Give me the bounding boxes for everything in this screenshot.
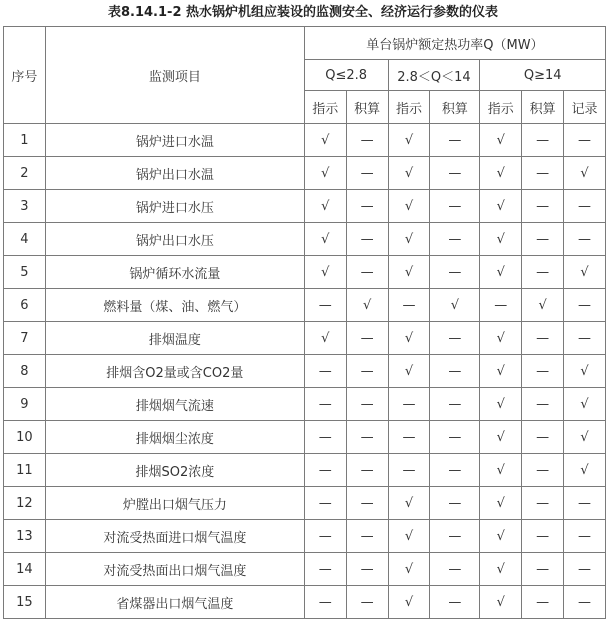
row-mark: —: [564, 487, 606, 520]
row-mark: √: [304, 322, 346, 355]
header-range-large: Q≥14: [480, 60, 606, 91]
row-mark: √: [388, 157, 430, 190]
table-row: [4, 355, 606, 388]
row-seq: 12: [4, 487, 46, 520]
row-mark: √: [480, 256, 522, 289]
row-seq: 10: [4, 421, 46, 454]
row-mark: —: [522, 586, 564, 619]
row-mark: —: [388, 421, 430, 454]
row-mark: —: [388, 388, 430, 421]
row-mark: —: [430, 520, 480, 553]
row-mark: —: [564, 223, 606, 256]
row-mark: √: [564, 256, 606, 289]
header-power-group: 单台锅炉额定热功率Q（MW）: [304, 27, 605, 60]
table-row: [4, 289, 606, 322]
header-col-integrate: 积算: [522, 91, 564, 124]
row-mark: —: [430, 355, 480, 388]
row-mark: —: [346, 124, 388, 157]
row-mark: —: [522, 520, 564, 553]
row-item: 排烟含O2量或含CO2量: [45, 355, 304, 388]
row-mark: —: [430, 223, 480, 256]
row-item: 排烟烟气流速: [45, 388, 304, 421]
row-mark: —: [522, 454, 564, 487]
row-mark: √: [388, 124, 430, 157]
table-row: [4, 388, 606, 421]
row-mark: √: [304, 190, 346, 223]
row-mark: √: [480, 190, 522, 223]
header-range-small: Q≤2.8: [304, 60, 388, 91]
row-item: 燃料量（煤、油、燃气）: [45, 289, 304, 322]
header-col-indicate: 指示: [304, 91, 346, 124]
row-seq: 14: [4, 553, 46, 586]
row-seq: 13: [4, 520, 46, 553]
row-mark: √: [388, 190, 430, 223]
row-mark: —: [346, 388, 388, 421]
row-mark: —: [522, 421, 564, 454]
row-mark: √: [480, 487, 522, 520]
row-mark: —: [564, 586, 606, 619]
row-mark: —: [304, 388, 346, 421]
row-item: 排烟SO2浓度: [45, 454, 304, 487]
row-item: 锅炉进口水温: [45, 124, 304, 157]
table-body: [4, 27, 606, 619]
row-mark: —: [522, 124, 564, 157]
row-mark: √: [430, 289, 480, 322]
row-mark: —: [430, 190, 480, 223]
row-mark: √: [564, 421, 606, 454]
row-seq: 8: [4, 355, 46, 388]
row-mark: —: [346, 157, 388, 190]
row-mark: √: [480, 553, 522, 586]
row-mark: —: [304, 454, 346, 487]
table-title: 表8.14.1-2 热水锅炉机组应装设的监测安全、经济运行参数的仪表: [107, 5, 499, 20]
row-mark: —: [522, 487, 564, 520]
row-mark: √: [480, 223, 522, 256]
row-mark: √: [480, 157, 522, 190]
row-mark: —: [564, 553, 606, 586]
table-row: [4, 256, 606, 289]
row-seq: 5: [4, 256, 46, 289]
row-mark: —: [430, 421, 480, 454]
row-mark: —: [522, 190, 564, 223]
row-mark: √: [480, 586, 522, 619]
row-mark: √: [480, 355, 522, 388]
row-mark: —: [388, 454, 430, 487]
table-row: [4, 487, 606, 520]
row-mark: —: [430, 157, 480, 190]
row-mark: —: [564, 520, 606, 553]
row-mark: √: [480, 421, 522, 454]
row-mark: —: [346, 487, 388, 520]
row-mark: —: [304, 553, 346, 586]
row-mark: —: [388, 289, 430, 322]
table-row: [4, 586, 606, 619]
row-item: 锅炉出口水压: [45, 223, 304, 256]
row-seq: 1: [4, 124, 46, 157]
row-mark: √: [564, 388, 606, 421]
header-col-indicate: 指示: [480, 91, 522, 124]
row-mark: √: [388, 553, 430, 586]
row-mark: —: [304, 421, 346, 454]
row-mark: —: [304, 586, 346, 619]
row-mark: —: [522, 157, 564, 190]
table-row: [4, 553, 606, 586]
row-item: 省煤器出口烟气温度: [45, 586, 304, 619]
row-mark: √: [564, 355, 606, 388]
row-mark: —: [346, 586, 388, 619]
row-mark: —: [430, 322, 480, 355]
header-item: 监测项目: [45, 27, 304, 124]
header-row-1: [4, 27, 606, 60]
row-mark: √: [388, 586, 430, 619]
table-row: [4, 421, 606, 454]
row-seq: 3: [4, 190, 46, 223]
header-range-medium: 2.8＜Q＜14: [388, 60, 480, 91]
row-mark: —: [346, 223, 388, 256]
row-mark: —: [564, 190, 606, 223]
row-item: 炉膛出口烟气压力: [45, 487, 304, 520]
row-mark: √: [480, 388, 522, 421]
table-row: [4, 190, 606, 223]
row-mark: —: [564, 322, 606, 355]
row-mark: —: [480, 289, 522, 322]
row-mark: —: [304, 520, 346, 553]
row-mark: √: [388, 487, 430, 520]
row-item: 锅炉出口水温: [45, 157, 304, 190]
row-mark: —: [430, 487, 480, 520]
row-seq: 6: [4, 289, 46, 322]
row-mark: —: [346, 520, 388, 553]
row-mark: √: [388, 355, 430, 388]
row-mark: —: [522, 553, 564, 586]
row-mark: —: [522, 322, 564, 355]
row-mark: —: [522, 388, 564, 421]
row-mark: —: [430, 256, 480, 289]
header-col-record: 记录: [564, 91, 606, 124]
row-mark: √: [480, 454, 522, 487]
header-col-integrate: 积算: [346, 91, 388, 124]
row-mark: √: [564, 157, 606, 190]
row-mark: √: [304, 256, 346, 289]
row-mark: —: [304, 355, 346, 388]
table-row: [4, 124, 606, 157]
row-item: 排烟温度: [45, 322, 304, 355]
row-seq: 4: [4, 223, 46, 256]
row-mark: —: [430, 454, 480, 487]
row-mark: —: [346, 421, 388, 454]
row-mark: √: [304, 157, 346, 190]
monitoring-table: [3, 26, 606, 619]
row-mark: √: [388, 256, 430, 289]
header-seq: 序号: [4, 27, 46, 124]
row-mark: —: [346, 256, 388, 289]
row-mark: —: [430, 553, 480, 586]
table-row: [4, 520, 606, 553]
row-mark: —: [304, 289, 346, 322]
row-mark: √: [304, 223, 346, 256]
row-mark: √: [388, 520, 430, 553]
row-mark: √: [346, 289, 388, 322]
row-seq: 7: [4, 322, 46, 355]
row-mark: —: [522, 223, 564, 256]
table-row: [4, 223, 606, 256]
row-mark: —: [346, 190, 388, 223]
row-mark: √: [480, 124, 522, 157]
row-mark: √: [388, 223, 430, 256]
row-mark: √: [388, 322, 430, 355]
row-seq: 15: [4, 586, 46, 619]
table-row: [4, 157, 606, 190]
row-seq: 11: [4, 454, 46, 487]
row-item: 对流受热面进口烟气温度: [45, 520, 304, 553]
table-row: [4, 454, 606, 487]
row-mark: —: [430, 124, 480, 157]
row-mark: —: [522, 355, 564, 388]
row-item: 排烟烟尘浓度: [45, 421, 304, 454]
row-item: 对流受热面出口烟气温度: [45, 553, 304, 586]
row-seq: 9: [4, 388, 46, 421]
row-mark: —: [564, 289, 606, 322]
row-mark: —: [346, 322, 388, 355]
row-mark: —: [304, 487, 346, 520]
row-mark: √: [480, 520, 522, 553]
row-mark: √: [304, 124, 346, 157]
header-col-integrate: 积算: [430, 91, 480, 124]
row-mark: √: [522, 289, 564, 322]
row-seq: 2: [4, 157, 46, 190]
header-col-indicate: 指示: [388, 91, 430, 124]
row-item: 锅炉进口水压: [45, 190, 304, 223]
row-mark: —: [522, 256, 564, 289]
row-mark: —: [430, 388, 480, 421]
row-mark: —: [346, 454, 388, 487]
row-mark: —: [564, 124, 606, 157]
table-row: [4, 322, 606, 355]
row-mark: √: [480, 322, 522, 355]
row-mark: —: [346, 553, 388, 586]
row-item: 锅炉循环水流量: [45, 256, 304, 289]
row-mark: —: [346, 355, 388, 388]
row-mark: √: [564, 454, 606, 487]
row-mark: —: [430, 586, 480, 619]
